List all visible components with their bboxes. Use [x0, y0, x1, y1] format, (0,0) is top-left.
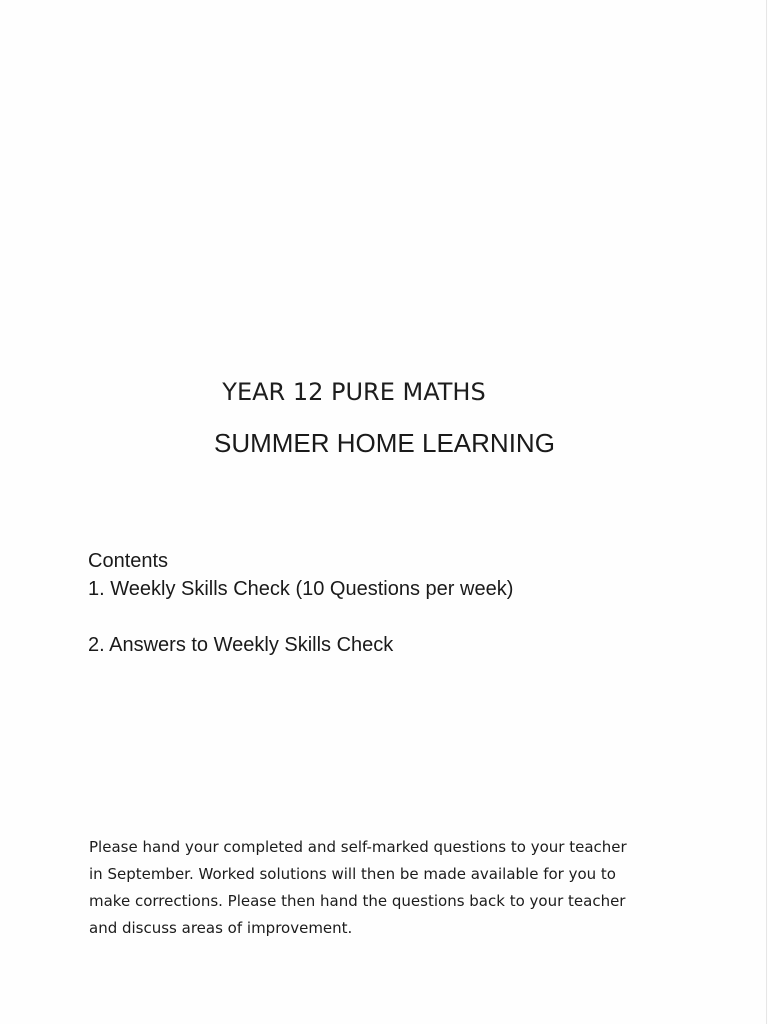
contents-heading: Contents [88, 550, 169, 572]
instructions-line-2: in September. Worked solutions will then be made available for you to [89, 865, 616, 883]
instructions-paragraph [89, 834, 679, 942]
title-line-1-text: YEAR 12 PURE MATHS [222, 378, 486, 406]
title-line-2: SUMMER HOME LEARNING [214, 428, 555, 458]
instructions-line-1: Please hand your completed and self-marked questions to your teacher [89, 838, 627, 856]
contents-item-1: 1. Weekly Skills Check (10 Questions per week) [88, 578, 514, 600]
contents-item-2: 2. Answers to Weekly Skills Check [88, 634, 394, 656]
instructions-line-4: and discuss areas of improvement. [89, 919, 353, 937]
scan-edge-line [766, 0, 767, 1024]
title-line-1 [0, 378, 768, 406]
instructions-line-3: make corrections. Please then hand the questions back to your teacher [89, 892, 626, 910]
